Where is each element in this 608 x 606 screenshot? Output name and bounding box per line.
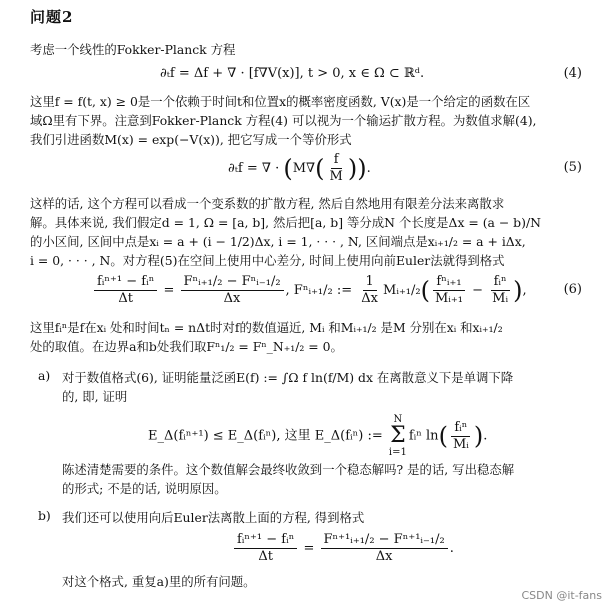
- item-a-conditions: 陈述清楚需要的条件。这个数值解会最终收敛到一个稳态解吗? 是的话, 写出稳态解 的形式; 不是的话, 说明原因。: [62, 462, 515, 496]
- item-a-label: a): [38, 368, 51, 383]
- intro-text: 考虑一个线性的Fokker-Planck 方程: [30, 42, 236, 57]
- equation-6: $\frac{\text{fᵢⁿ⁺¹ − fᵢⁿ}}{\Delta t}$ = $\frac{\text{Fⁿᵢ₊₁/₂ − Fⁿᵢ₋₁/₂}}{\Delta x}$ , Fⁿᵢ₊₁/₂ := $\frac{1}{\Delta x}$ Mᵢ₊₁/₂( $\frac{\text{fⁿᵢ₊₁}}{\text{Mᵢ₊₁}}$ − $\frac{\text{fᵢⁿ}}{\text{Mᵢ}}$ ),: [92, 274, 527, 307]
- equation-5: ∂ₜf = ∇ · (M∇( $\frac{f}{M}$ )).: [228, 152, 371, 184]
- problem-title: 问题2: [30, 8, 74, 26]
- paragraph-3: 这里fᵢⁿ是f在xᵢ 处和时间tₙ = nΔt时对f的数值逼近, Mᵢ 和Mᵢ₊₁/₂ 是M 分别在xᵢ 和xᵢ₊₁/₂ 处的取值。在边界a和b处我们取Fⁿ₁/₂ = Fⁿ_N₊₁/₂ = 0。: [30, 320, 503, 354]
- equation-energy: E_Δ(fᵢⁿ⁺¹) ≤ E_Δ(fᵢⁿ), 这里 E_Δ(fᵢⁿ) := N Σ i=1 fᵢⁿ ln( $\frac{\text{fᵢⁿ}}{\text{Mᵢ}}$ ).: [148, 414, 488, 458]
- paragraph-2: 这样的话, 这个方程可以看成一个变系数的扩散方程, 然后自然地用有限差分法来离散求 解。具体来说, 我们假定d = 1, Ω = [a, b], 然后把[a, b] 等分成N 个长度是Δx = (a − b)/N 的小区间, 区间中点是xᵢ = a + (i − 1/2)Δx, i = 1, · · · , N, 区间端点是xᵢ₊₁/₂ = a + iΔx, i = 0, · · · , N。对方程(5)在空间上使用中心差分, 时间上使用向前Euler法就得到格式: [30, 196, 541, 268]
- watermark: CSDN @it-fans: [521, 589, 602, 602]
- equation-4-number: (4): [563, 66, 582, 81]
- equation-5-number: (5): [563, 160, 582, 175]
- item-b-text: 我们还可以使用向后Euler法离散上面的方程, 得到格式: [62, 510, 365, 525]
- equation-backward-euler: $\frac{\text{fᵢⁿ⁺¹ − fᵢⁿ}}{\Delta t}$ = $\frac{\text{Fⁿ⁺¹ᵢ₊₁/₂ − Fⁿ⁺¹ᵢ₋₁/₂}}{\Delta x}$ .: [232, 532, 454, 565]
- item-a-text: 对于数值格式(6), 证明能量泛函E(f) := ∫Ω f ln(f/M) dx 在离散意义下是单调下降 的, 即, 证明: [62, 370, 514, 404]
- equation-6-number: (6): [563, 282, 582, 297]
- equation-4: ∂ₜf = Δf + ∇ · [f∇V(x)], t > 0, x ∈ Ω ⊂ ℝᵈ.: [160, 66, 425, 81]
- item-b-label: b): [38, 508, 51, 523]
- item-b-repeat: 对这个格式, 重复a)里的所有问题。: [62, 574, 256, 589]
- paragraph-1: 这里f = f(t, x) ≥ 0是一个依赖于时间t和位置x的概率密度函数, V(x)是一个给定的函数在区 域Ω里有下界。注意到Fokker-Planck 方程(4) 可以视为一个输运扩散方程。为数值求解(4), 我们引进函数M(x) = exp(−V(x)), 把它写成一个等价形式: [30, 94, 537, 147]
